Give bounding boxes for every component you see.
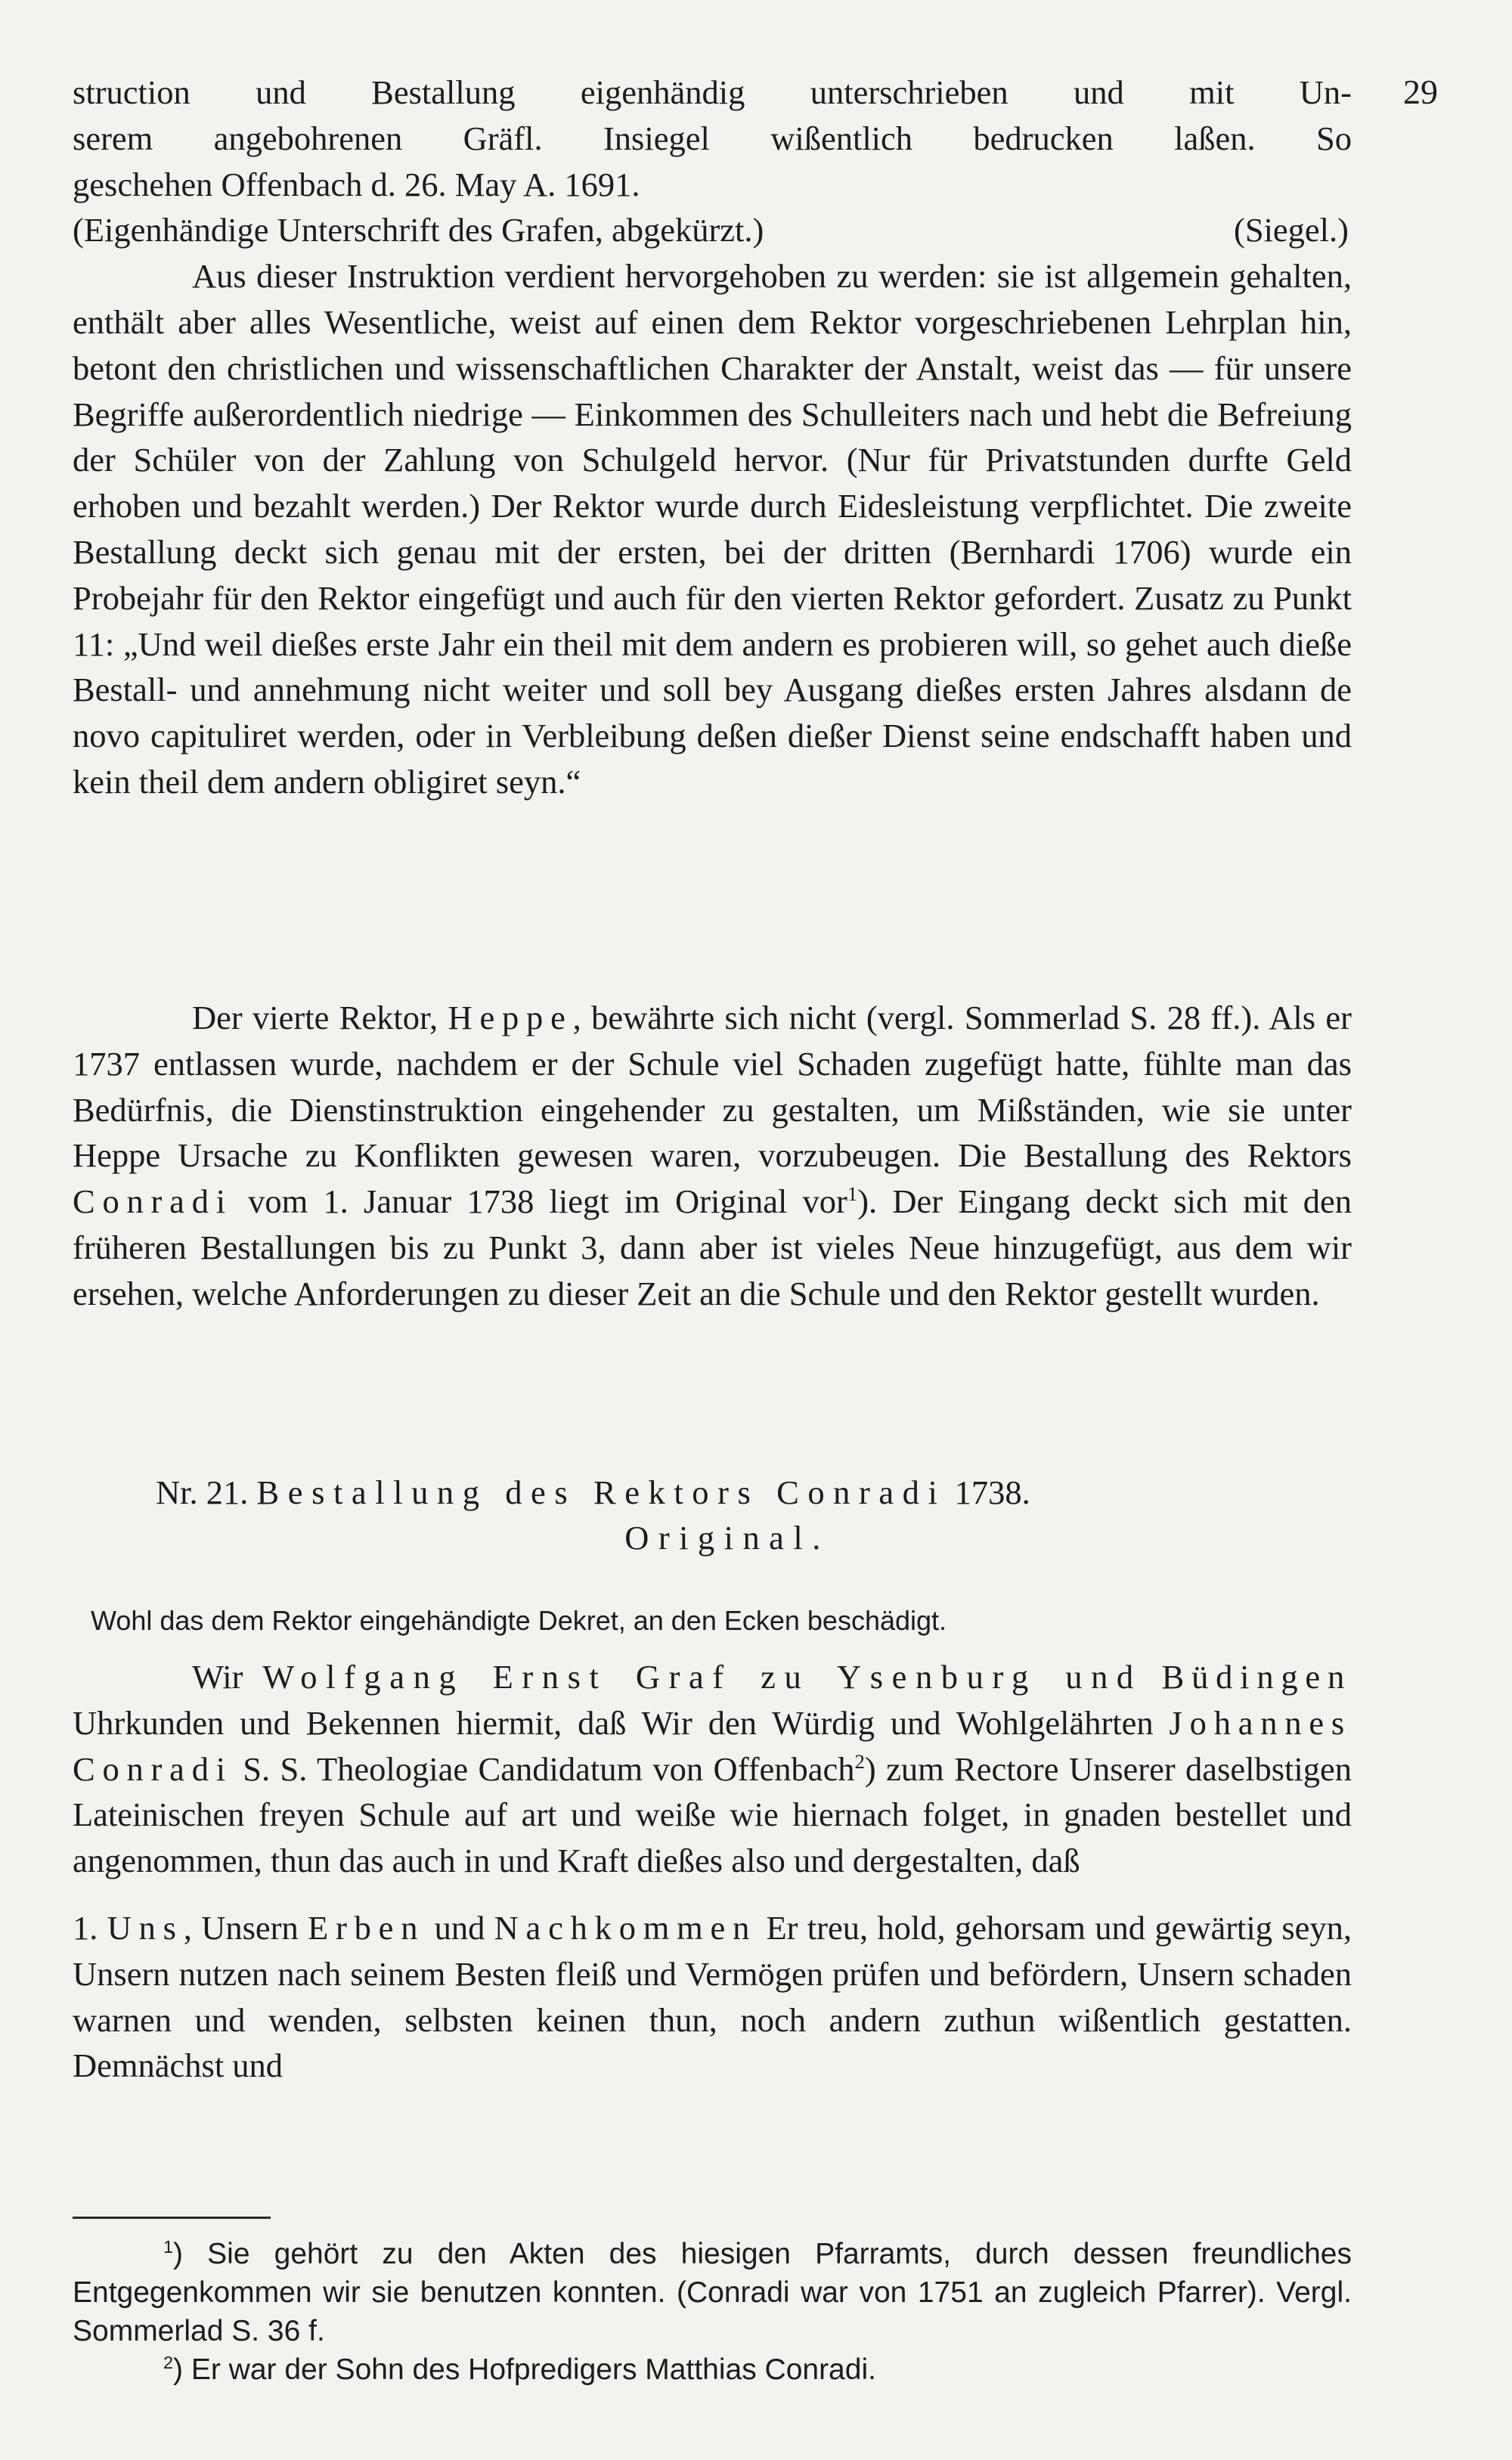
text-line: serem angebohrenen Gräfl. Insiegel wißentlich bedrucken laßen. So xyxy=(73,119,1352,157)
name-heppe: Heppe xyxy=(448,999,573,1036)
page-number: 29 xyxy=(1403,73,1438,111)
footnote-ref-1: 1 xyxy=(847,1182,858,1206)
text-fragment: Er treu, hold, gehorsam und gewärtig seyn, Unsern nutzen nach seinem Besten fleiß und Vermögen prüfen und befördern, Unsern schaden warnen und wenden, selbsten keinen thun, noch andern zuthun wißentlich gestatten. Demnächst und xyxy=(73,1908,1352,2085)
point-number: 1. xyxy=(73,1908,98,1947)
heading-original: Original. xyxy=(624,1519,830,1557)
word-erben: Erben xyxy=(308,1908,426,1947)
document-note: Wohl das dem Rektor eingehändigte Dekret, an den Ecken beschädigt. xyxy=(91,1605,947,1636)
body-text-decree xyxy=(73,1654,1352,2089)
footnote-mark-2: 2 xyxy=(163,2353,174,2372)
footnote-text: ) Sie gehört zu den Akten des hiesigen Pfarramts, durch dessen freundliches Entgegenkommen wir sie benutzen konnten. (Conradi war von 1751 an zugleich Pfarrer). Vergl. Sommerlad S. 36 f. xyxy=(73,2238,1352,2347)
word-nachkommen: Nachkommen xyxy=(494,1908,758,1947)
text-fragment: , bewährte sich nicht (vergl. Sommerlad S. 28 ff.). Als er 1737 entlassen wurde, nachdem er der Schule viel Schaden zugefügt hatte, fühlte man das Bedürfnis, die Dienstinstruktion eingehender zu gestalten, um Mißständen, wie sie unter Heppe Ursache zu Konflikten gewesen waren, vorzubeugen. Die Bestallung des Rektors xyxy=(73,999,1352,1175)
text-line: struction und Bestallung eigenhändig unterschrieben und mit Un- xyxy=(73,73,1352,111)
paragraph-instruction-summary: Aus dieser Instruktion verdient hervorgehoben zu werden: sie ist allgemein gehalten, enthält aber alles Wesentliche, weist auf einen dem Rektor vorgeschriebenen Lehrplan hin, betont den christlichen und wissenschaftlichen Charakter der Anstalt, weist das — für unsere Begriffe außerordentlich niedrige — Einkommen des Schulleiters nach und hebt die Befreiung der Schüler von der Zahlung von Schulgeld hervor. (Nur für Privatstunden durfte Geld erhoben und bezahlt werden.) Der Rektor wurde durch Eidesleistung verpflichtet. Die zweite Bestallung deckt sich genau mit der ersten, bei der dritten (Bernhardi 1706) wurde ein Probejahr für den Rektor eingefügt und auch für den vierten Rektor gefordert. Zusatz zu Punkt 11: „Und weil dießes erste Jahr ein theil mit dem andern es probieren will, so gehet auch dieße Bestall- und annehmung nicht weiter und soll bey Ausgang dießes ersten Jahres alsdann de novo capituliret werden, oder in Verbleibung deßen dießer Dienst seine endschafft haben und kein theil dem andern obligiret seyn.“ xyxy=(73,257,1352,801)
footnotes xyxy=(73,2235,1352,2389)
name-wolfgang-ernst: Wolfgang Ernst Graf zu Ysenburg und xyxy=(262,1658,1142,1696)
heading-number: Nr. 21. xyxy=(156,1473,249,1511)
footnote-1 xyxy=(73,2235,1352,2350)
paragraph-point-1 xyxy=(73,1905,1352,2089)
footnote-ref-2: 2 xyxy=(854,1749,865,1773)
text-fragment: Wir xyxy=(192,1658,243,1696)
document-heading xyxy=(73,1470,1352,1560)
body-text-top xyxy=(73,70,1352,805)
paragraph-decree-intro xyxy=(73,1654,1352,1884)
text-fragment: und xyxy=(434,1908,485,1947)
name-buedingen: Büdingen xyxy=(1161,1658,1352,1696)
heading-line xyxy=(73,1470,1352,1515)
seal-note: (Siegel.) xyxy=(1234,211,1349,249)
text-fragment: Uhrkunden und Bekennen hiermit, daß Wir den Würdig und Wohlgelährten xyxy=(73,1703,1154,1742)
footnote-divider xyxy=(73,2217,271,2219)
text-fragment: vom 1. Januar 1738 liegt im Original vor xyxy=(248,1182,847,1221)
text-fragment: ) zum Rectore Unserer daselbstigen Lateinischen freyen Schule auf art und weiße wie hiernach folget, in gnaden bestellet und angenommen, thun das auch in und Kraft dießes also und dergestalten, daß xyxy=(73,1749,1352,1880)
text-fragment: , Unsern xyxy=(183,1908,299,1947)
text-fragment: Der vierte Rektor, xyxy=(192,999,438,1036)
paragraph-heppe xyxy=(73,995,1352,1317)
heading-year: 1738. xyxy=(954,1473,1030,1511)
text-fragment: ). Der Eingang deckt sich mit den früheren Bestallungen bis zu Punkt 3, dann aber ist vieles Neue hinzugefügt, aus dem wir ersehen, welche Anforderungen zu dieser Zeit an die Schule und den Rektor gestellt wurden. xyxy=(73,1182,1352,1312)
signature-note: (Eigenhändige Unterschrift des Grafen, abgekürzt.) xyxy=(73,211,764,249)
text-fragment: S. S. Theologiae Candidatum von Offenbach xyxy=(243,1749,855,1788)
word-uns: Uns xyxy=(107,1908,184,1947)
signature-line xyxy=(73,207,1352,253)
heading-title: Bestallung des Rektors Conradi xyxy=(256,1473,947,1511)
footnote-2 xyxy=(73,2350,1352,2389)
footnote-mark-1: 1 xyxy=(163,2237,174,2257)
name-johannes-conradi: Johannes Conradi xyxy=(73,1703,1352,1788)
name-conradi: Conradi xyxy=(73,1182,233,1221)
body-text-rector-heppe xyxy=(73,995,1352,1317)
footnote-text: ) Er war der Sohn des Hofpredigers Matthias Conradi. xyxy=(173,2353,876,2386)
text-line: geschehen Offenbach d. 26. May A. 1691. xyxy=(73,165,640,203)
